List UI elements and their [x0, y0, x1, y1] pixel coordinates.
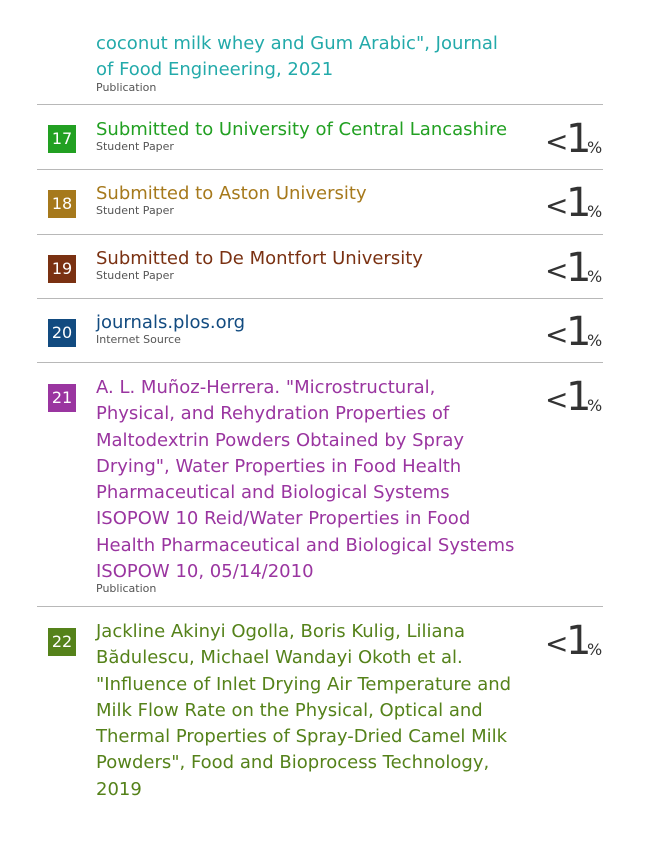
source-entry-title [96, 31, 528, 94]
entry-divider [37, 298, 603, 299]
title-line: A. L. Muñoz-Herrera. "Microstructural, [96, 377, 436, 398]
title-line: Maltodextrin Powders Obtained by Spray [96, 429, 465, 451]
less-than-sign: < [545, 383, 569, 416]
percent-sign: % [587, 138, 603, 157]
title-line: Submitted to De Montfort University [96, 248, 423, 269]
percent-sign: % [587, 267, 603, 286]
source-type: Publication [96, 80, 157, 94]
source-entry-title [96, 619, 528, 803]
entry-divider [37, 362, 603, 363]
percentage-value: 1 [566, 374, 592, 420]
source-entry-title [96, 310, 528, 346]
match-percentage [545, 116, 605, 165]
title-line: Drying", Water Properties in Food Health [96, 455, 462, 477]
percentage-value: 1 [566, 180, 592, 226]
percent-sign: % [587, 202, 603, 221]
title-line: "Influence of Inlet Drying Air Temperature and [96, 673, 512, 695]
title-line: journals.plos.org [96, 312, 246, 333]
less-than-sign: < [545, 627, 569, 660]
title-line: Thermal Properties of Spray-Dried Camel Milk [96, 726, 508, 748]
percent-sign: % [587, 640, 603, 659]
title-line: 2019 [96, 778, 142, 800]
title-line: Jackline Akinyi Ogolla, Boris Kulig, Liliana [96, 621, 466, 642]
title-line: Powders", Food and Bioprocess Technology, [96, 752, 490, 774]
title-line: Health Pharmaceutical and Biological Systems [96, 534, 515, 556]
source-type: Student Paper [96, 140, 174, 154]
title-line: Physical, and Rehydration Properties of [96, 403, 450, 425]
title-line: coconut milk whey and Gum Arabic", Journal [96, 33, 498, 54]
title-line: Submitted to University of Central Lancashire [96, 119, 508, 140]
source-type: Student Paper [96, 204, 174, 218]
title-line: Pharmaceutical and Biological Systems [96, 482, 450, 504]
entry-divider [37, 606, 603, 607]
less-than-sign: < [545, 254, 569, 287]
title-line: Milk Flow Rate on the Physical, Optical and [96, 699, 483, 721]
percent-sign: % [587, 396, 603, 415]
entry-index-badge: 20 [48, 319, 76, 347]
entry-index-badge: 21 [48, 384, 76, 412]
match-percentage [545, 618, 605, 667]
percent-sign: % [587, 331, 603, 350]
source-entry-title [96, 181, 528, 217]
match-percentage [545, 245, 605, 294]
entry-divider [37, 169, 603, 170]
source-entry-title [96, 375, 528, 595]
percentage-value: 1 [566, 618, 592, 664]
entry-divider [37, 104, 603, 105]
match-percentage [545, 309, 605, 358]
entry-index-badge: 17 [48, 125, 76, 153]
entry-index-badge: 18 [48, 190, 76, 218]
match-percentage [545, 374, 605, 423]
entry-divider [37, 234, 603, 235]
source-entry-title [96, 246, 528, 282]
entry-index-badge: 22 [48, 628, 76, 656]
title-line: ISOPOW 10, 05/14/2010 [96, 561, 314, 583]
less-than-sign: < [545, 318, 569, 351]
source-type: Internet Source [96, 333, 181, 347]
title-line: Bădulescu, Michael Wandayi Okoth et al. [96, 647, 463, 669]
source-entry-title [96, 117, 528, 153]
match-percentage [545, 180, 605, 229]
percentage-value: 1 [566, 309, 592, 355]
entry-index-badge: 19 [48, 255, 76, 283]
less-than-sign: < [545, 125, 569, 158]
title-line: Submitted to Aston University [96, 183, 367, 204]
percentage-value: 1 [566, 116, 592, 162]
title-line: ISOPOW 10 Reid/Water Properties in Food [96, 508, 471, 530]
title-line: of Food Engineering, 2021 [96, 59, 334, 81]
percentage-value: 1 [566, 245, 592, 291]
source-type: Student Paper [96, 269, 174, 283]
source-type: Publication [96, 582, 157, 596]
less-than-sign: < [545, 189, 569, 222]
